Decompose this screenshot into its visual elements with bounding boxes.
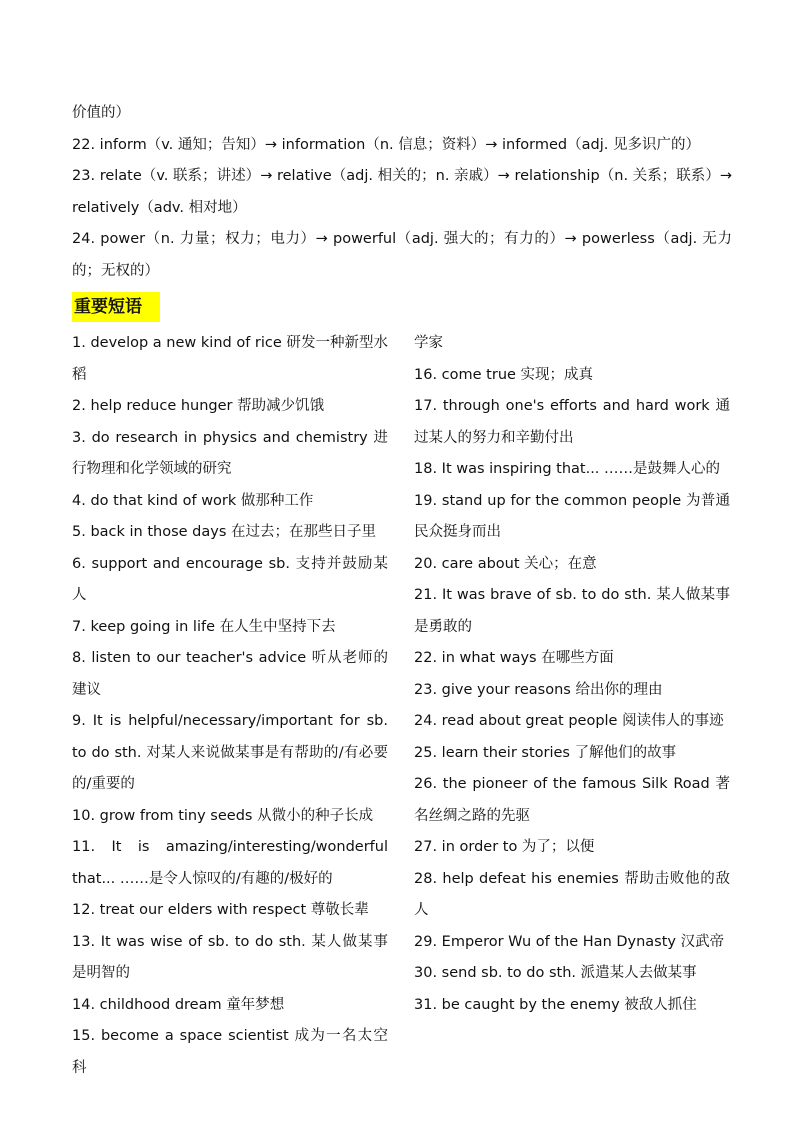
- vocabulary-section: [72, 98, 732, 287]
- vocab-line: 23. relate（v. 联系；讲述）→ relative（adj. 相关的；n. 亲戚）→ relationship（n. 关系；联系）→ relatively（adv. 相对地）: [72, 168, 732, 216]
- phrase-item: 9. It is helpful/necessary/important for sb. to do sth. 对某人来说做某事是有帮助的/有必要的/重要的: [72, 713, 388, 792]
- vocab-line: 24. power（n. 力量；权力；电力）→ powerful（adj. 强大的；有力的）→ powerless（adj. 无力的；无权的）: [72, 231, 732, 279]
- phrase-item: 29. Emperor Wu of the Han Dynasty 汉武帝: [414, 933, 725, 950]
- phrase-item: 16. come true 实现；成真: [414, 366, 594, 383]
- section-heading: 重要短语: [72, 292, 160, 322]
- phrase-item: 31. be caught by the enemy 被敌人抓住: [414, 996, 697, 1013]
- phrase-item: 6. support and encourage sb. 支持并鼓励某人: [72, 555, 388, 603]
- phrase-item: 30. send sb. to do sth. 派遣某人去做某事: [414, 965, 697, 981]
- phrase-item: 5. back in those days 在过去；在那些日子里: [72, 524, 377, 540]
- phrase-item: 19. stand up for the common people 为普通民众挺身而出: [414, 492, 730, 540]
- phrase-item: 11. It is amazing/interesting/wonderful that... ……是令人惊叹的/有趣的/极好的: [72, 839, 388, 887]
- phrase-item: 17. through one's efforts and hard work 通过某人的努力和辛勤付出: [414, 398, 730, 446]
- phrase-item: 2. help reduce hunger 帮助减少饥饿: [72, 398, 325, 414]
- phrase-item: 12. treat our elders with respect 尊敬长辈: [72, 902, 369, 918]
- phrase-item: 学家: [414, 335, 443, 351]
- phrase-item: 23. give your reasons 给出你的理由: [414, 681, 663, 698]
- phrase-column-left: [72, 328, 388, 1084]
- phrase-item: 4. do that kind of work 做那种工作: [72, 492, 314, 509]
- phrase-item: 15. become a space scientist 成为一名太空科: [72, 1028, 388, 1076]
- phrase-item: 18. It was inspiring that... ……是鼓舞人心的: [414, 461, 721, 477]
- vocab-line: 22. inform（v. 通知；告知）→ information（n. 信息；资料）→ informed（adj. 见多识广的）: [72, 136, 700, 153]
- phrase-column-right: [414, 328, 730, 1021]
- phrase-item: 24. read about great people 阅读伟人的事迹: [414, 713, 724, 729]
- phrase-item: 14. childhood dream 童年梦想: [72, 996, 285, 1013]
- phrase-item: 7. keep going in life 在人生中坚持下去: [72, 618, 336, 635]
- phrase-item: 13. It was wise of sb. to do sth. 某人做某事是明智的: [72, 933, 388, 981]
- phrase-item: 1. develop a new kind of rice 研发一种新型水稻: [72, 335, 388, 383]
- phrase-item: 27. in order to 为了；以便: [414, 839, 595, 855]
- phrase-item: 22. in what ways 在哪些方面: [414, 650, 614, 666]
- phrase-item: 20. care about 关心；在意: [414, 555, 597, 572]
- phrase-item: 26. the pioneer of the famous Silk Road 著名丝绸之路的先驱: [414, 776, 730, 824]
- phrase-item: 25. learn their stories 了解他们的故事: [414, 744, 677, 761]
- phrase-item: 28. help defeat his enemies 帮助击败他的敌人: [414, 870, 730, 918]
- phrase-item: 8. listen to our teacher's advice 听从老师的建议: [72, 650, 388, 698]
- vocab-line: 价值的）: [72, 105, 130, 121]
- phrase-item: 10. grow from tiny seeds 从微小的种子长成: [72, 807, 374, 824]
- phrase-item: 3. do research in physics and chemistry 进行物理和化学领域的研究: [72, 429, 388, 477]
- phrase-item: 21. It was brave of sb. to do sth. 某人做某事是勇敢的: [414, 587, 730, 635]
